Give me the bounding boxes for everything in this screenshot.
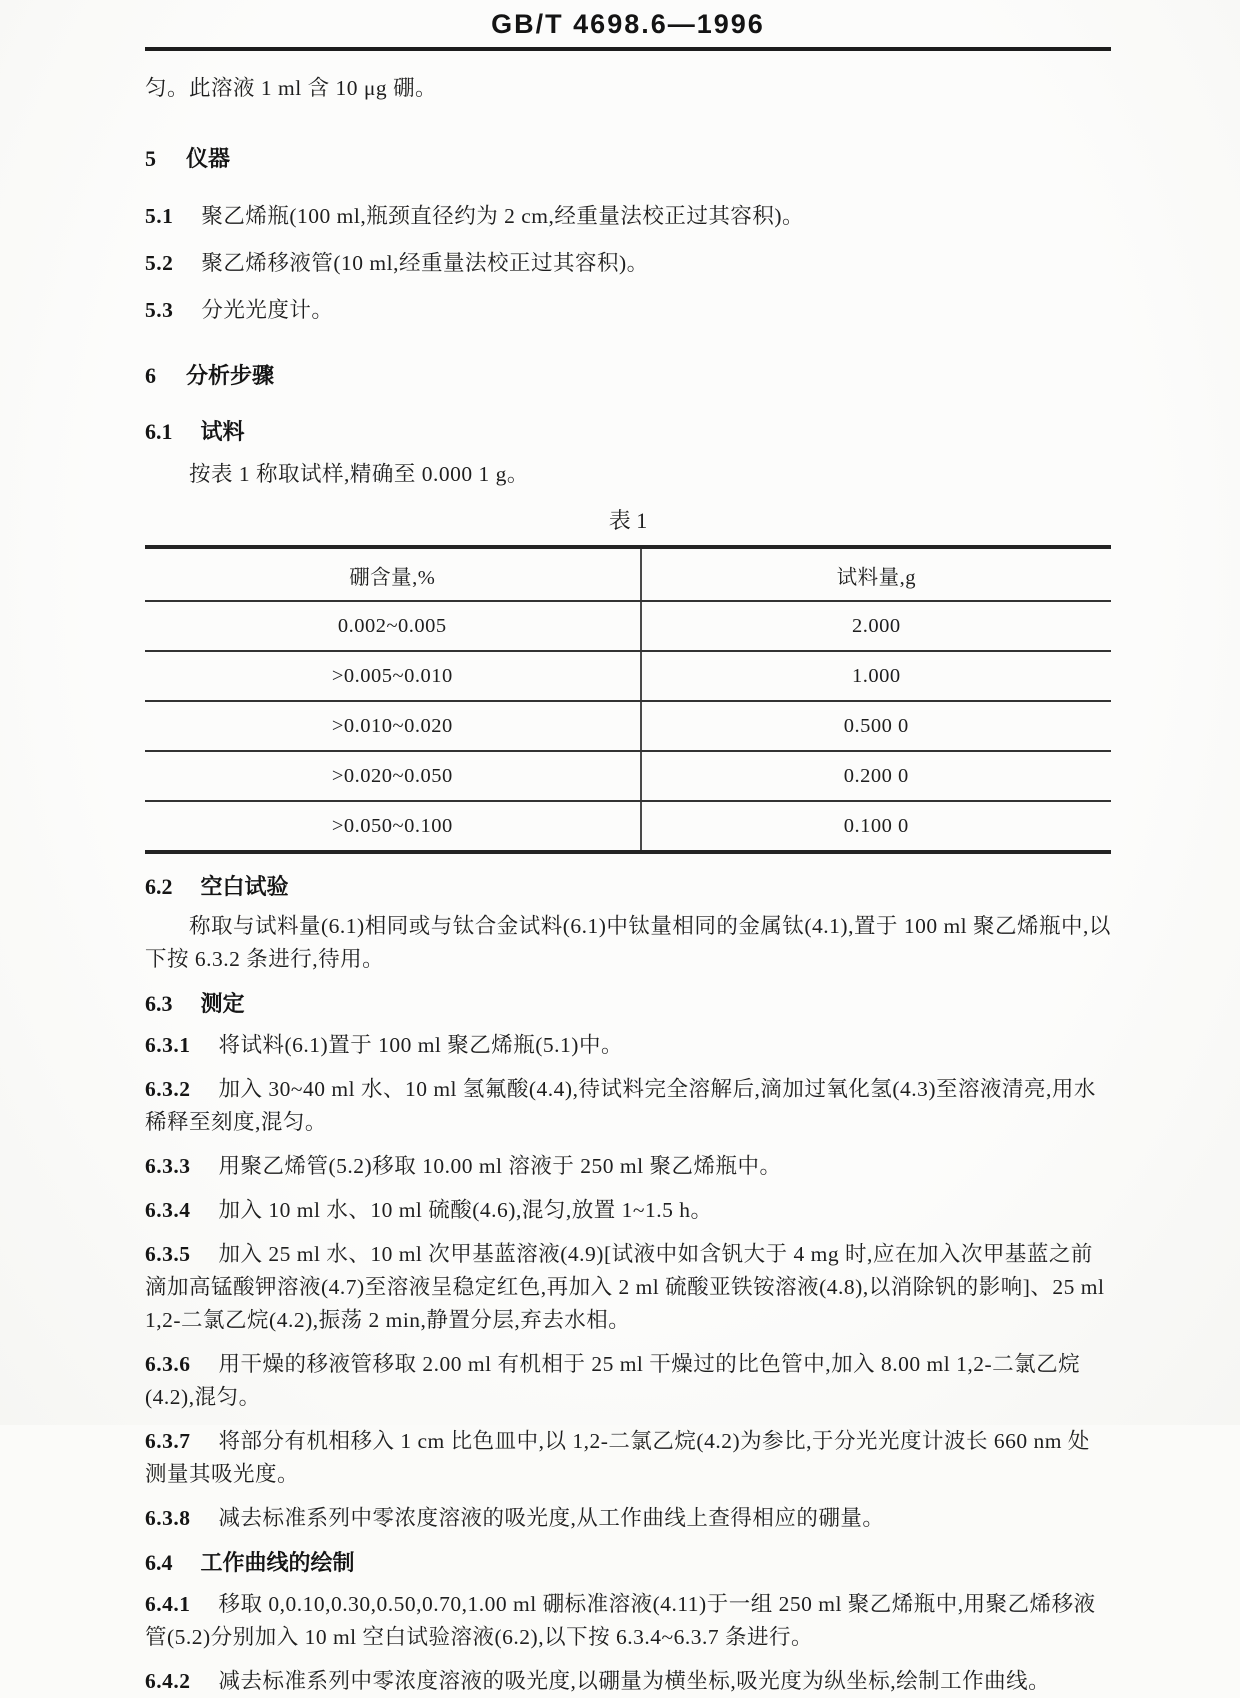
section-6-heading (145, 359, 1111, 390)
clause-6-3-8-number: 6.3.8 (145, 1506, 191, 1530)
section-6-4-heading (145, 1546, 1111, 1577)
table-1-caption: 表 1 (608, 508, 648, 533)
cell-boron-range: >0.005~0.010 (145, 651, 641, 701)
clause-5-1 (145, 200, 1111, 233)
clause-6-3-4 (145, 1194, 1111, 1227)
clause-6-4-1 (145, 1588, 1111, 1654)
cell-boron-range: >0.020~0.050 (145, 751, 641, 801)
cell-sample-mass: 1.000 (641, 651, 1111, 701)
section-6-1-title: 试料 (200, 419, 245, 444)
table-1 (145, 545, 1111, 854)
clause-6-3-4-number: 6.3.4 (145, 1198, 191, 1222)
clause-6-4-1-text: 移取 0,0.10,0.30,0.50,0.70,1.00 ml 硼标准溶液(4.11)于一组 250 ml 聚乙烯瓶中,用聚乙烯移液管(5.2)分别加入 10 ml 空白试验溶液(6.2),以下按 6.3.4~6.3.7 条进行。 (145, 1592, 1096, 1649)
clause-6-3-2-text: 加入 30~40 ml 水、10 ml 氢氟酸(4.4),待试料完全溶解后,滴加过氧化氢(4.3)至溶液清亮,用水稀释至刻度,混匀。 (145, 1077, 1096, 1134)
cell-sample-mass: 0.100 0 (843, 814, 909, 837)
cell-boron-range: 0.002~0.005 (145, 601, 641, 651)
clause-5-3-text: 分光光度计。 (201, 298, 334, 322)
section-6-2-title: 空白试验 (200, 874, 289, 899)
section-6-2-number: 6.2 (145, 874, 173, 899)
clause-6-3-6-number: 6.3.6 (145, 1352, 191, 1376)
table-row (145, 751, 1111, 801)
section-5-heading (145, 142, 1111, 173)
clause-5-2-text: 聚乙烯移液管(10 ml,经重量法校正过其容积)。 (201, 251, 649, 275)
clause-6-3-3-number: 6.3.3 (145, 1154, 191, 1178)
clause-5-1-number: 5.1 (145, 204, 174, 228)
section-6-1-heading (145, 415, 1111, 446)
cell-sample-mass: 2.000 (641, 601, 1111, 651)
section-6-3-number: 6.3 (145, 991, 173, 1016)
clause-6-3-1 (145, 1029, 1111, 1062)
clause-6-4-2 (145, 1665, 1111, 1698)
clause-6-3-8 (145, 1502, 1111, 1535)
table-row (145, 651, 1111, 701)
header-rule (145, 47, 1111, 51)
clause-6-3-5-number: 6.3.5 (145, 1242, 191, 1266)
section-6-3-heading (145, 987, 1111, 1018)
section-6-1-number: 6.1 (145, 419, 173, 444)
section-6-number: 6 (145, 363, 156, 388)
section-6-title: 分析步骤 (186, 363, 275, 388)
cell-boron-range: >0.050~0.100 (145, 801, 641, 852)
clause-6-3-6-text: 用干燥的移液管移取 2.00 ml 有机相于 25 ml 干燥过的比色管中,加入 8.00 ml 1,2-二氯乙烷(4.2),混匀。 (145, 1352, 1081, 1409)
clause-6-3-6 (145, 1348, 1111, 1414)
clause-5-2 (145, 247, 1111, 280)
clause-6-3-7 (145, 1425, 1111, 1491)
clause-6-3-5 (145, 1238, 1111, 1337)
clause-6-3-1-text: 将试料(6.1)置于 100 ml 聚乙烯瓶(5.1)中。 (218, 1033, 623, 1057)
clause-6-4-1-number: 6.4.1 (145, 1592, 191, 1616)
intro-line: 匀。此溶液 1 ml 含 10 μg 硼。 (145, 76, 437, 100)
clause-5-3-number: 5.3 (145, 298, 174, 322)
column-header-boron-content: 硼含量,% (145, 547, 641, 601)
clause-6-3-3 (145, 1150, 1111, 1183)
section-5-number: 5 (145, 146, 156, 171)
cell-boron-range: >0.010~0.020 (145, 701, 641, 751)
clause-6-3-3-text: 用聚乙烯管(5.2)移取 10.00 ml 溶液于 250 ml 聚乙烯瓶中。 (218, 1154, 782, 1178)
table-row (145, 701, 1111, 751)
clause-6-1-para: 按表 1 称取试样,精确至 0.000 1 g。 (189, 462, 529, 486)
clause-6-2-para: 称取与试料量(6.1)相同或与钛合金试料(6.1)中钛量相同的金属钛(4.1),置于 100 ml 聚乙烯瓶中,以下按 6.3.2 条进行,待用。 (145, 914, 1111, 971)
table-header-row (145, 547, 1111, 601)
clause-5-3 (145, 294, 1111, 327)
clause-5-1-text: 聚乙烯瓶(100 ml,瓶颈直径约为 2 cm,经重量法校正过其容积)。 (201, 204, 805, 228)
clause-6-4-2-number: 6.4.2 (145, 1669, 191, 1693)
clause-6-3-4-text: 加入 10 ml 水、10 ml 硫酸(4.6),混匀,放置 1~1.5 h。 (218, 1198, 713, 1222)
table-row (145, 601, 1111, 651)
table-row (145, 801, 1111, 852)
clause-6-3-2 (145, 1073, 1111, 1139)
clause-6-3-1-number: 6.3.1 (145, 1033, 191, 1057)
section-6-2-heading (145, 870, 1111, 901)
clause-5-2-number: 5.2 (145, 251, 174, 275)
section-6-3-title: 测定 (200, 991, 245, 1016)
section-5-title: 仪器 (186, 146, 231, 171)
column-header-sample-mass: 试料量,g (641, 547, 1111, 601)
page-content (145, 0, 1111, 1698)
clause-6-3-5-text: 加入 25 ml 水、10 ml 次甲基蓝溶液(4.9)[试液中如含钒大于 4 mg 时,应在加入次甲基蓝之前滴加高锰酸钾溶液(4.7)至溶液呈稳定红色,再加入 2 ml 硫酸亚铁铵溶液(4.8),以消除钒的影响]、25 ml 1,2-二氯乙烷(4.2),振荡 2 min,静置分层,弃去水相。 (145, 1242, 1105, 1332)
table-1-head (145, 547, 1111, 601)
section-6-4-number: 6.4 (145, 1550, 173, 1575)
cell-sample-mass: 0.200 0 (641, 751, 1111, 801)
clause-6-3-7-number: 6.3.7 (145, 1429, 191, 1453)
cell-sample-mass: 0.500 0 (641, 701, 1111, 751)
standard-number: GB/T 4698.6—1996 (491, 9, 765, 39)
section-6-4-title: 工作曲线的绘制 (200, 1550, 355, 1575)
clause-6-3-7-text: 将部分有机相移入 1 cm 比色皿中,以 1,2-二氯乙烷(4.2)为参比,于分光光度计波长 660 nm 处测量其吸光度。 (145, 1429, 1090, 1486)
clause-6-3-8-text: 减去标准系列中零浓度溶液的吸光度,从工作曲线上查得相应的硼量。 (218, 1506, 885, 1530)
clause-6-4-2-text: 减去标准系列中零浓度溶液的吸光度,以硼量为横坐标,吸光度为纵坐标,绘制工作曲线。 (218, 1669, 1051, 1693)
table-1-body (145, 601, 1111, 852)
clause-6-3-2-number: 6.3.2 (145, 1077, 191, 1101)
